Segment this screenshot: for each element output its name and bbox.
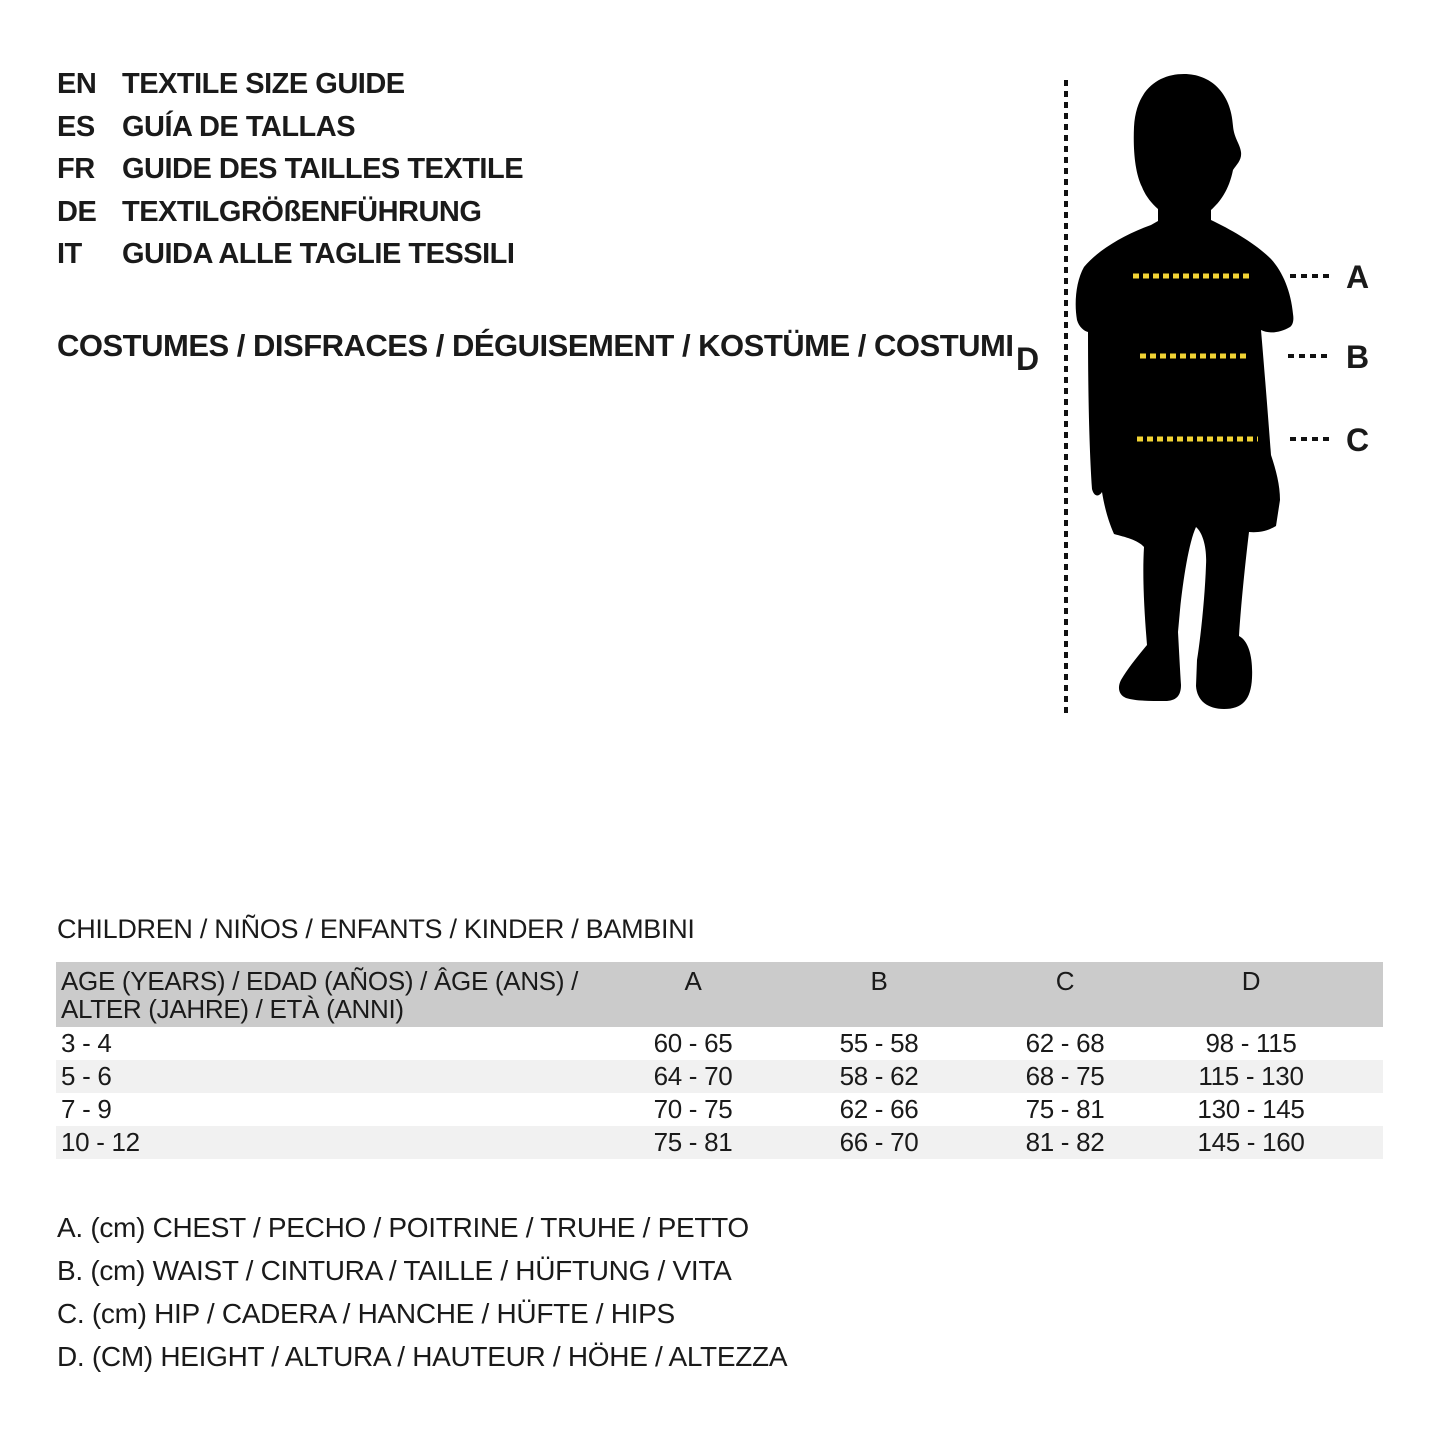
table-header-row	[56, 962, 1383, 1027]
height-cell: 145 - 160	[1197, 1127, 1305, 1157]
height-cell: 98 - 115	[1205, 1028, 1297, 1058]
hip-cell: 68 - 75	[1025, 1061, 1105, 1091]
age-header-line2: ALTER (JAHRE) / ETÀ (ANNI)	[61, 994, 404, 1024]
hip-cell: 75 - 81	[1025, 1094, 1105, 1124]
table-row	[56, 1093, 1383, 1126]
lang-title: GUIDE DES TAILLES TEXTILE	[122, 153, 524, 186]
lang-row-en	[57, 63, 523, 106]
chest-cell: 60 - 65	[653, 1028, 733, 1058]
chest-cell: 75 - 81	[653, 1127, 733, 1157]
measurement-legend	[57, 1206, 787, 1378]
waist-cell: 66 - 70	[839, 1127, 919, 1157]
figure-label-a: A	[1346, 259, 1370, 295]
lang-row-de	[57, 191, 523, 234]
lang-code: DE	[57, 195, 97, 228]
lang-code: IT	[57, 238, 82, 271]
age-cell: 5 - 6	[61, 1061, 112, 1091]
chest-cell: 70 - 75	[653, 1094, 733, 1124]
column-header-c: C	[1055, 966, 1075, 996]
table-row	[56, 1060, 1383, 1093]
child-silhouette-icon	[1076, 74, 1294, 709]
language-list	[57, 63, 523, 276]
lang-row-it	[57, 233, 523, 276]
legend-line-waist: B. (cm) WAIST / CINTURA / TAILLE / HÜFTUNG / VITA	[57, 1255, 732, 1286]
legend-line-height: D. (CM) HEIGHT / ALTURA / HAUTEUR / HÖHE / ALTEZZA	[57, 1341, 788, 1372]
category-heading: COSTUMES / DISFRACES / DÉGUISEMENT / KOSTÜME / COSTUMI	[57, 328, 1014, 363]
height-cell: 115 - 130	[1198, 1061, 1304, 1091]
age-cell: 3 - 4	[61, 1028, 112, 1058]
age-column-header	[56, 967, 600, 1023]
chest-cell: 64 - 70	[653, 1061, 733, 1091]
waist-cell: 55 - 58	[839, 1028, 919, 1058]
legend-line-hip: C. (cm) HIP / CADERA / HANCHE / HÜFTE / HIPS	[57, 1298, 675, 1329]
waist-cell: 58 - 62	[839, 1061, 919, 1091]
figure-label-d: D	[1016, 341, 1040, 377]
figure-label-c: C	[1346, 422, 1370, 458]
hip-cell: 62 - 68	[1025, 1028, 1105, 1058]
waist-cell: 62 - 66	[839, 1094, 919, 1124]
height-cell: 130 - 145	[1197, 1094, 1305, 1124]
lang-title: GUÍA DE TALLAS	[122, 110, 356, 143]
lang-code: ES	[57, 110, 95, 143]
size-figure	[1000, 60, 1445, 730]
column-header-b: B	[870, 966, 888, 996]
lang-code: EN	[57, 68, 97, 100]
lang-row-es	[57, 106, 523, 149]
lang-code: FR	[57, 153, 95, 186]
column-header-a: A	[684, 966, 702, 996]
lang-title: GUIDA ALLE TAGLIE TESSILI	[122, 238, 515, 271]
legend-line-chest: A. (cm) CHEST / PECHO / POITRINE / TRUHE / PETTO	[57, 1212, 749, 1243]
table-section-heading: CHILDREN / NIÑOS / ENFANTS / KINDER / BAMBINI	[57, 914, 695, 944]
figure-label-b: B	[1346, 339, 1370, 375]
lang-row-fr	[57, 148, 523, 191]
table-row	[56, 1027, 1383, 1060]
table-row	[56, 1126, 1383, 1159]
age-cell: 10 - 12	[61, 1127, 140, 1157]
size-table	[56, 962, 1383, 1159]
column-header-d: D	[1241, 966, 1261, 996]
age-header-line1: AGE (YEARS) / EDAD (AÑOS) / ÂGE (ANS) /	[61, 966, 579, 996]
lang-title: TEXTILGRÖßENFÜHRUNG	[122, 195, 482, 228]
age-cell: 7 - 9	[61, 1094, 112, 1124]
hip-cell: 81 - 82	[1025, 1127, 1105, 1157]
lang-title: TEXTILE SIZE GUIDE	[122, 68, 405, 100]
